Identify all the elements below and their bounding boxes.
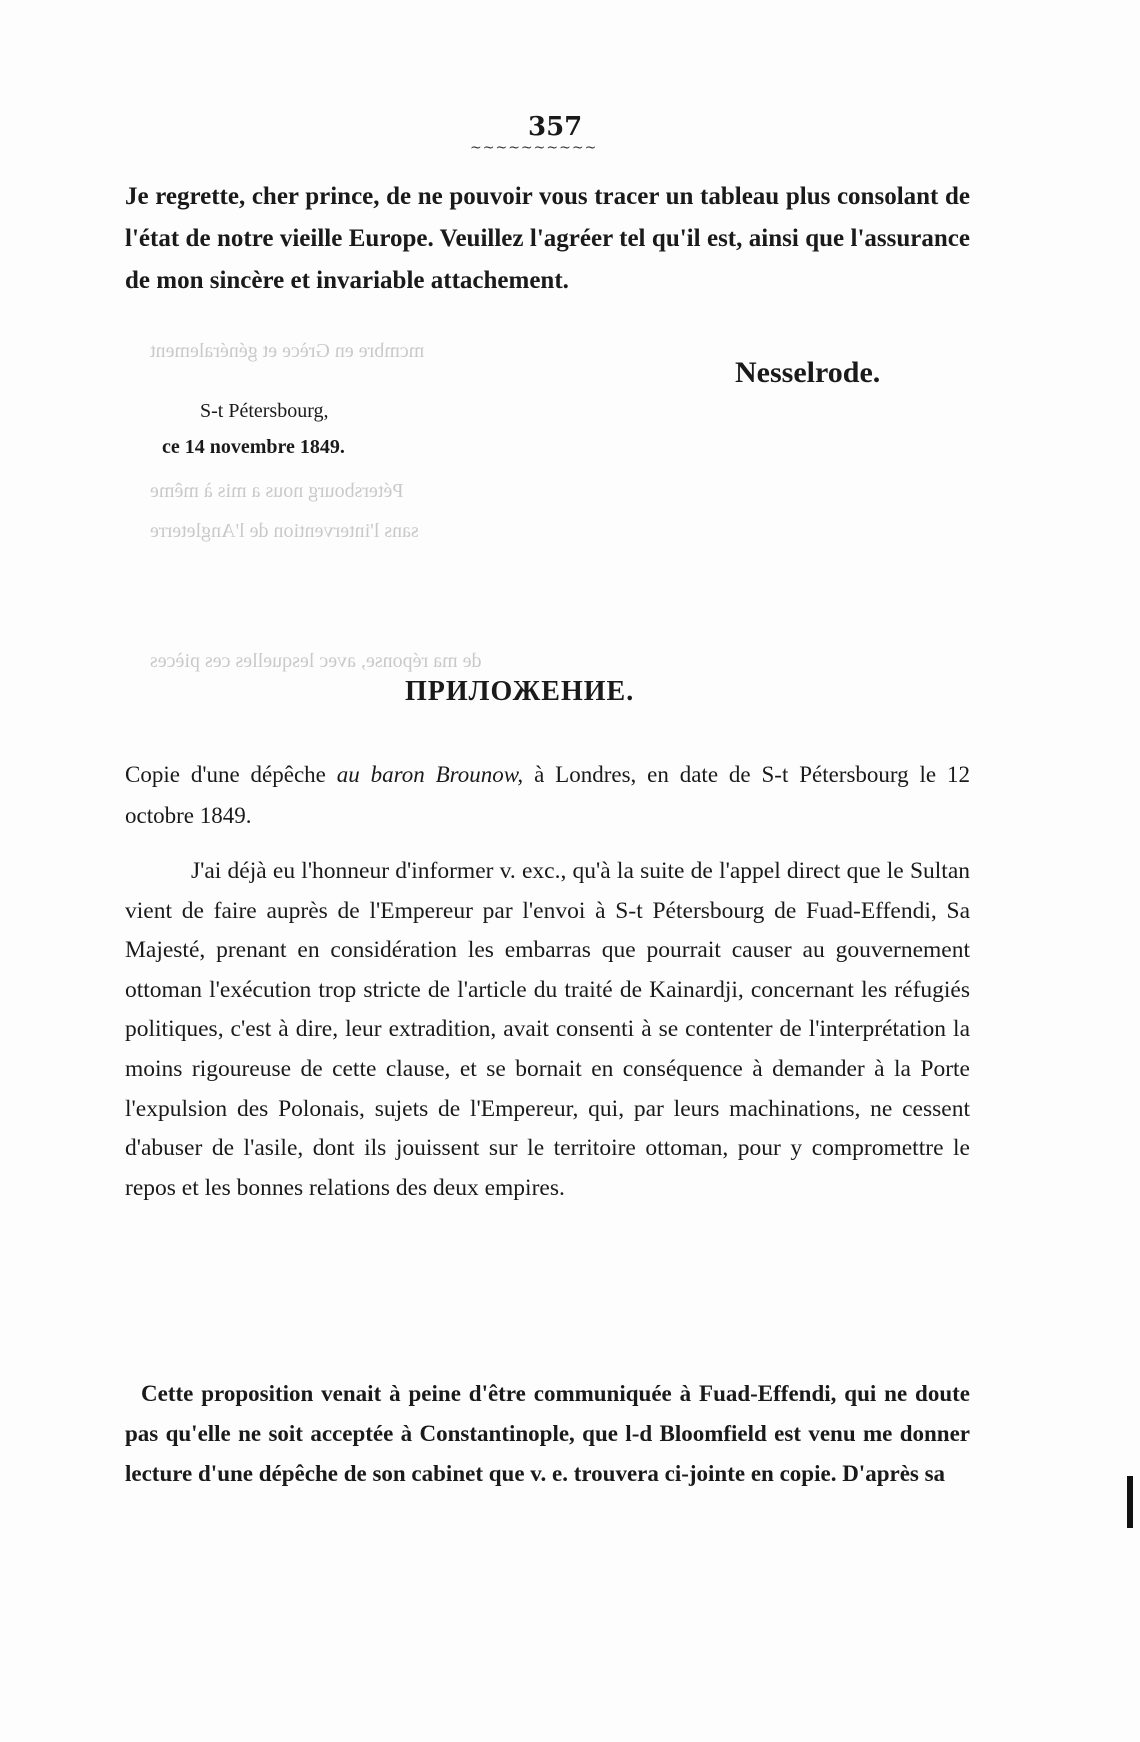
- page-number: 357: [528, 112, 583, 142]
- letter-place: S-t Pétersbourg,: [200, 400, 329, 422]
- annex-subtitle-recipient: au baron Brounow,: [336, 762, 524, 787]
- annex-paragraph-2: Cette proposition venait à peine d'être communiquée à Fuad-Effendi, qui ne doute pas qu'elle ne soit acceptée à Constantinople, que l-d Bloomfield est venu me donner lecture d'une dépêche de son cabinet que v. e. trouvera ci-jointe en copie. D'après sa: [125, 1381, 970, 1486]
- letter-closing-paragraph: Je regrette, cher prince, de ne pouvoir vous tracer un tableau plus consolant de l'état de notre vieille Europe. Veuillez l'agréer tel qu'il est, ainsi que l'assurance de mon sincère et invariable attachement.: [125, 183, 970, 294]
- annex-subtitle-start: Copie d'une dépêche: [125, 762, 326, 787]
- bleed-through-text: sans l'intervention de l'Angleterre: [150, 520, 419, 542]
- letter-date: ce 14 novembre 1849.: [162, 436, 345, 458]
- bleed-through-text: Pétersbourg nous a mis à même: [150, 480, 404, 502]
- bleed-through-text: de ma réponse, avec lesquelles ces pièces: [150, 650, 482, 672]
- bleed-through-text: mcmbre en Grèce et généralement: [150, 340, 425, 362]
- annex-title: ПРИЛОЖЕНИЕ.: [405, 676, 635, 707]
- annex-subtitle: [125, 754, 970, 836]
- ornament-rule: ~~~~~~~~~~: [470, 140, 598, 156]
- signature: Nesselrode.: [735, 356, 881, 389]
- margin-scan-mark: [1127, 1476, 1133, 1528]
- annex-subtitle-end: à Londres, en date de S-t Pétersbourg le 12 octobre 1849.: [125, 762, 971, 828]
- annex-paragraph-1: J'ai déjà eu l'honneur d'informer v. exc., qu'à la suite de l'appel direct que le Sultan vient de faire auprès de l'Empereur par l'envoi à S-t Pétersbourg de Fuad-Effendi, Sa Majesté, prenant en considération les embarras que pourrait causer au gouvernement ottoman l'exécution trop stricte de l'article du traité de Kainardji, concernant les réfugiés politiques, c'est à dire, leur extradition, avait consenti à se contenter de l'interprétation la moins rigoureuse de cette clause, et se bornait en conséquence à demander à la Porte l'expulsion des Polonais, sujets de l'Empereur, qui, par leurs machinations, ne cessent d'abuser de l'asile, dont ils jouissent sur le territoire ottoman, pour y compromettre le repos et les bonnes relations des deux empires.: [125, 858, 970, 1201]
